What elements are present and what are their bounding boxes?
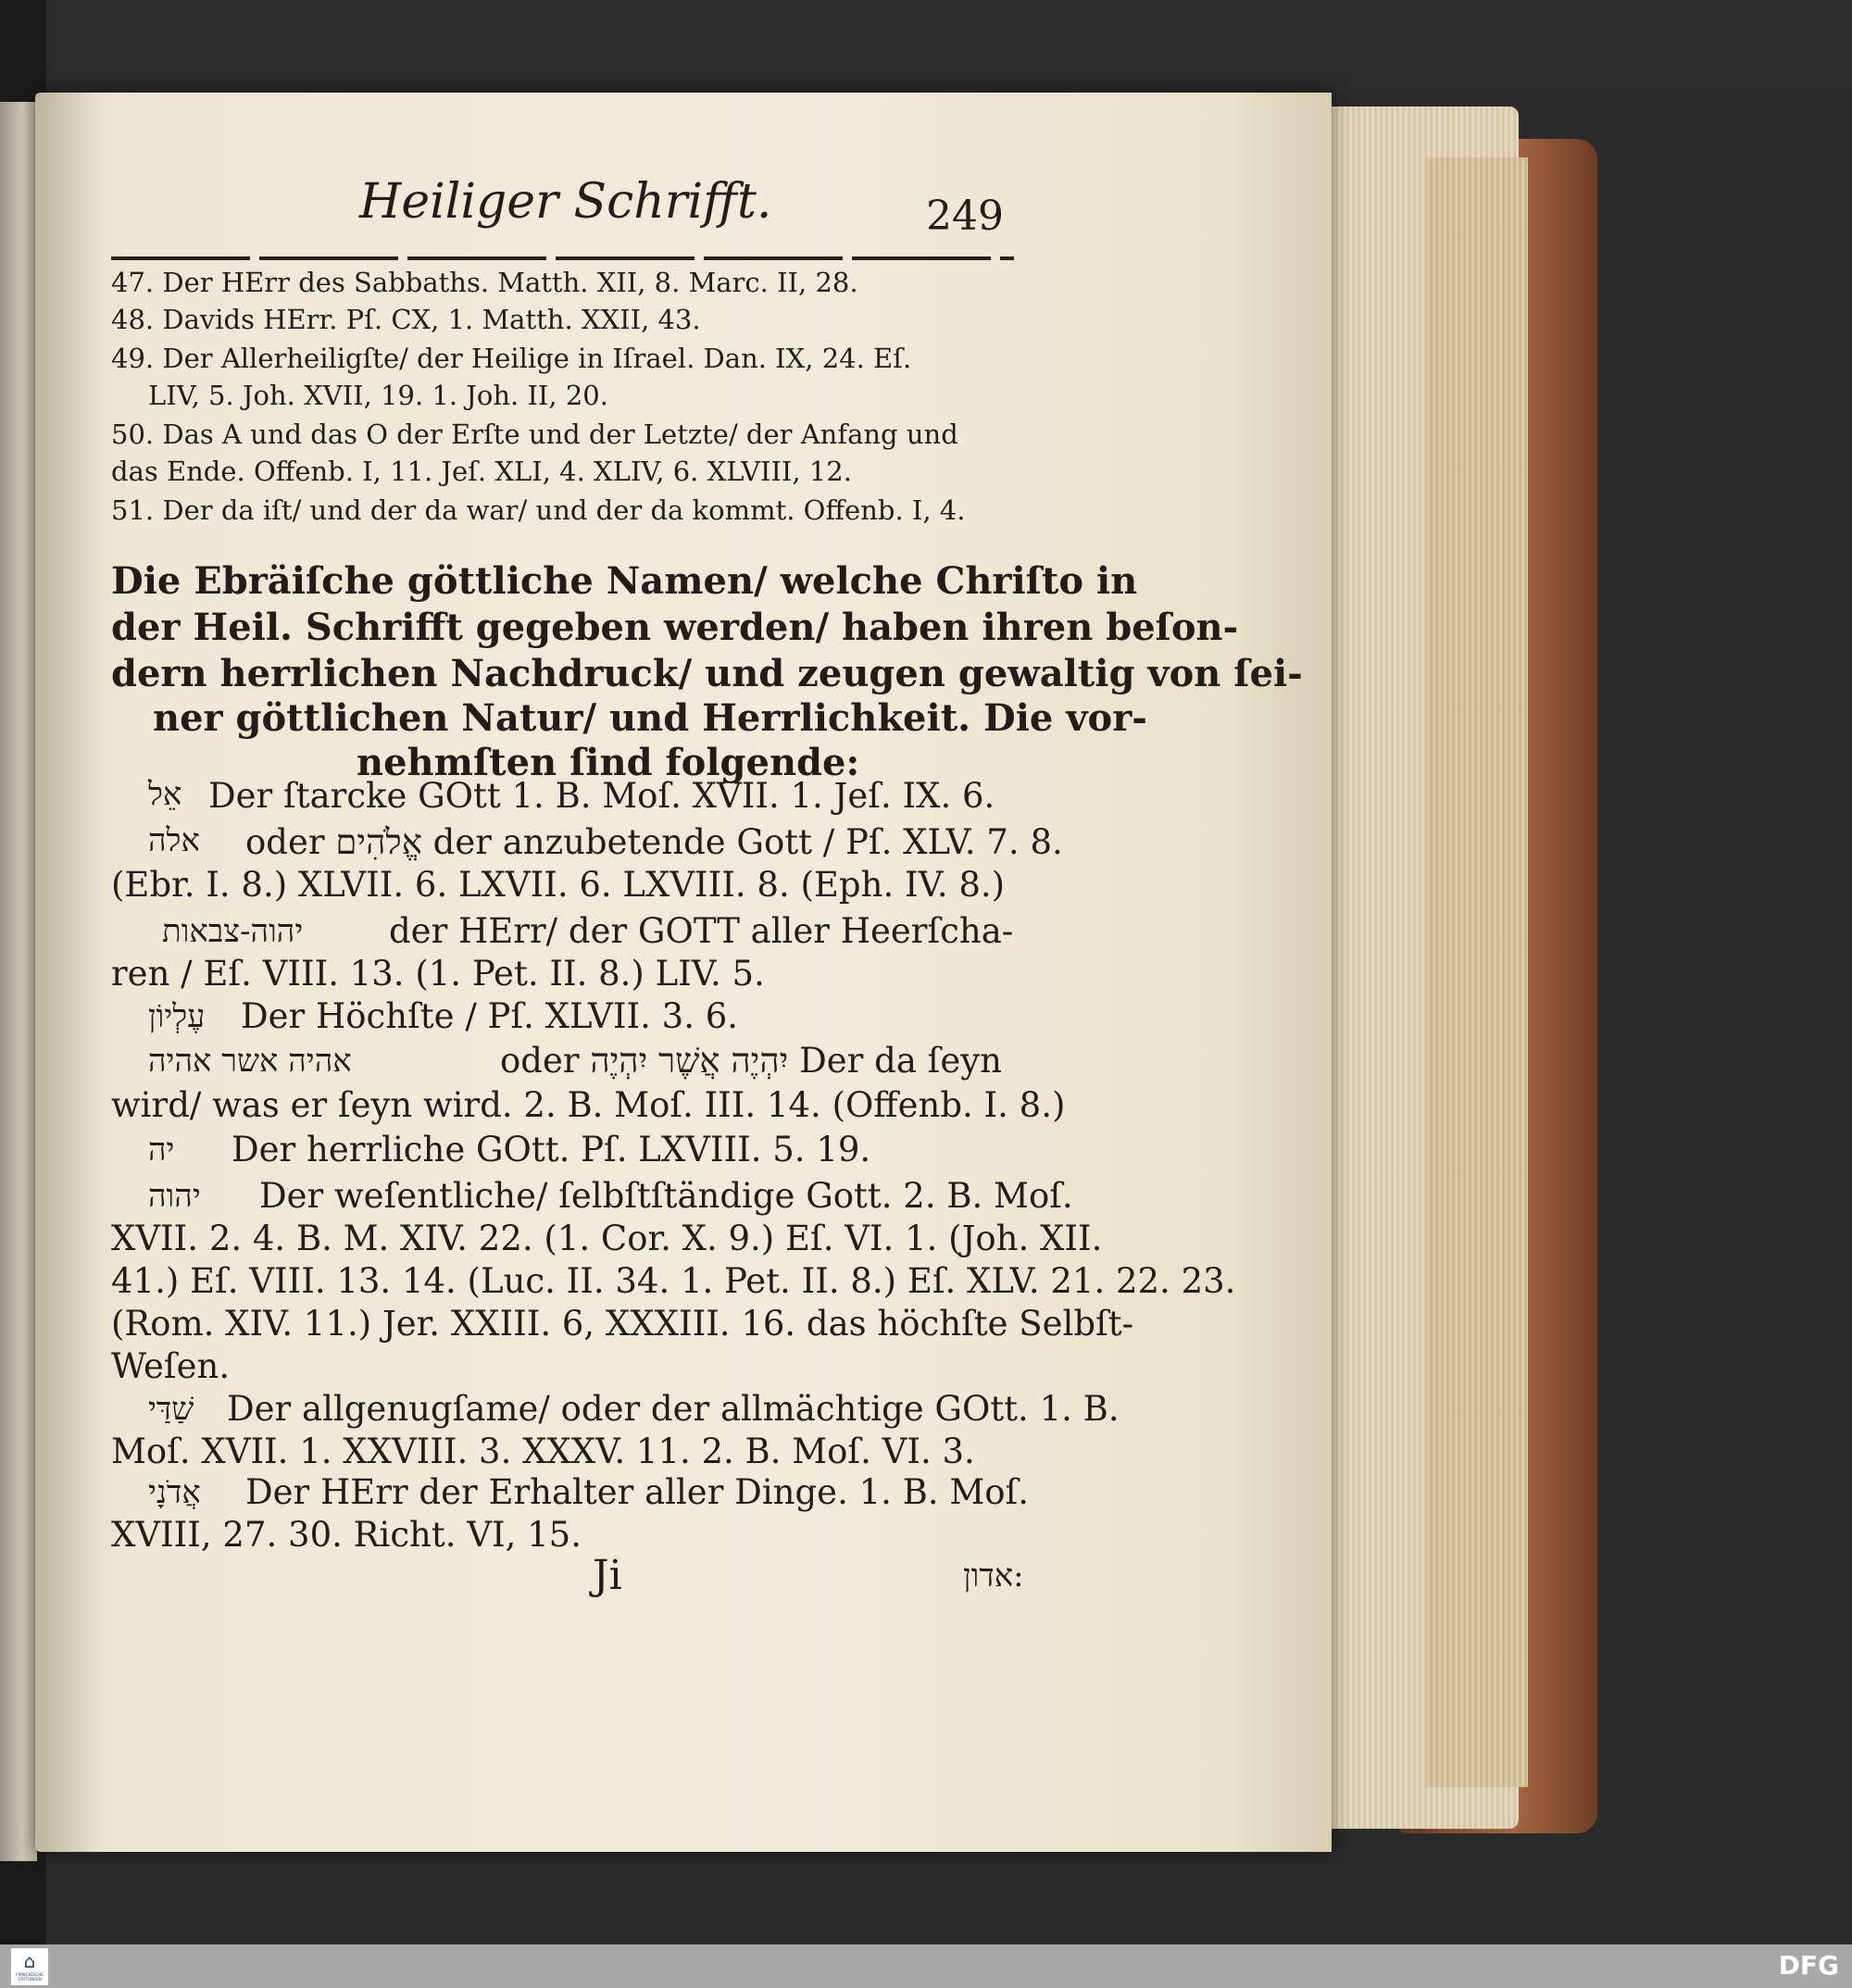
entry-line: 51. Der da iſt/ und der da war/ und der da kommt. Offenb. I, 4. <box>111 494 966 526</box>
name-line: XVII. 2. 4. B. M. XIV. 22. (1. Cor. X. 9.) Eſ. VI. 1. (Joh. XII. <box>111 1219 1103 1258</box>
logo-caption: FRANCKESCHE STIFTUNGEN <box>16 1972 44 1982</box>
section-heading-line: ner göttlichen Natur/ und Herrlichkeit. Die vor- <box>153 696 1147 740</box>
name-line: (Rom. XIV. 11.) Jer. XXIII. 6, XXXIII. 16. das höchſte Selbſt- <box>111 1304 1134 1344</box>
name-line: Der weſentliche/ ſelbſtſtändige Gott. 2. B. Moſ. <box>259 1176 1073 1216</box>
hebrew-word: אלה <box>148 822 200 859</box>
name-line: Der ſtarcke GOtt 1. B. Moſ. XVII. 1. Jeſ. IX. 6. <box>208 776 995 816</box>
name-line: oder יִהְיֶה אֲשֶׁר יִהְיֶה Der da ſeyn <box>500 1041 1002 1081</box>
running-head: Heiliger Schrifft. <box>359 174 772 230</box>
catchword: אדון: <box>963 1557 1024 1594</box>
entry-line: 48. Davids HErr. Pſ. CX, 1. Matth. XXII, 43. <box>111 304 701 335</box>
name-line: Moſ. XVII. 1. XXVIII. 3. XXXV. 11. 2. B. Moſ. VI. 3. <box>111 1432 975 1471</box>
name-line: wird/ was er ſeyn wird. 2. B. Moſ. III. 14. (Offenb. I. 8.) <box>111 1085 1066 1125</box>
building-icon: ⌂ <box>23 1950 36 1972</box>
header-rule <box>111 256 1014 260</box>
name-line: oder אֱלֹהִים der anzubetende Gott / Pſ. XLV. 7. 8. <box>245 822 1063 862</box>
name-line: ren / Eſ. VIII. 13. (1. Pet. II. 8.) LIV. 5. <box>111 954 765 994</box>
signature-mark: Ji <box>593 1552 622 1599</box>
name-line: Der herrliche GOtt. Pſ. LXVIII. 5. 19. <box>232 1130 871 1169</box>
entry-line: LIV, 5. Joh. XVII, 19. 1. Joh. II, 20. <box>148 380 608 411</box>
section-heading-line: der Heil. Schrifft gegeben werden/ haben ihren beſon- <box>111 606 1239 649</box>
page-gutter-shadow <box>35 93 100 1852</box>
background-top <box>0 0 1852 93</box>
hebrew-word: יה <box>148 1132 175 1169</box>
page-block-inner <box>1426 157 1528 1787</box>
entry-line: das Ende. Offenb. I, 11. Jeſ. XLI, 4. XLIV, 6. XLVIII, 12. <box>111 456 852 487</box>
name-line: der HErr/ der GOTT aller Heerſcha- <box>389 911 1014 951</box>
hebrew-word: אֵל <box>148 776 182 813</box>
entry-line: 49. Der Allerheiligſte/ der Heilige in Iſrael. Dan. IX, 24. Eſ. <box>111 343 912 374</box>
section-heading-line: dern herrlichen Nachdruck/ und zeugen gewaltig von ſei- <box>111 652 1303 695</box>
dfg-logo[interactable]: DFG <box>1778 1950 1839 1981</box>
hebrew-word: אהיה אשר אהיה <box>148 1043 352 1080</box>
name-line: Der allgenugſame/ oder der allmächtige GOtt. 1. B. <box>227 1389 1120 1429</box>
section-heading-line: nehmſten ſind folgende: <box>357 741 860 784</box>
name-line: Der HErr der Erhalter aller Dinge. 1. B. Moſ. <box>245 1472 1029 1512</box>
section-heading-line: Die Ebräiſche göttliche Namen/ welche Chriſto in <box>111 559 1138 603</box>
entry-line: 47. Der HErr des Sabbaths. Matth. XII, 8. Marc. II, 28. <box>111 267 858 298</box>
show-through-text <box>1028 1093 1139 1232</box>
viewer-footer <box>0 1944 1852 1988</box>
hebrew-word: יהוה <box>148 1178 201 1215</box>
name-line: (Ebr. I. 8.) XLVII. 6. LXVII. 6. LXVIII. 8. (Eph. IV. 8.) <box>111 865 1006 905</box>
name-line: Der Höchſte / Pſ. XLVII. 3. 6. <box>241 996 739 1036</box>
hebrew-word: עֶלְיוֹן <box>148 998 206 1035</box>
page-number: 249 <box>926 193 1004 240</box>
hebrew-word: יהוה-צבאות <box>162 913 304 950</box>
name-line: XVIII, 27. 30. Richt. VI, 15. <box>111 1515 582 1555</box>
hebrew-word: אֲדֹנָי <box>148 1474 201 1511</box>
hebrew-word: שַׁדַּי <box>148 1391 194 1428</box>
entry-line: 50. Das A und das O der Erſte und der Letzte/ der Anfang und <box>111 419 958 450</box>
name-line: 41.) Eſ. VIII. 13. 14. (Luc. II. 34. 1. Pet. II. 8.) Eſ. XLV. 21. 22. 23. <box>111 1261 1236 1301</box>
name-line: Weſen. <box>111 1346 231 1386</box>
previous-page-edge <box>0 102 37 1861</box>
